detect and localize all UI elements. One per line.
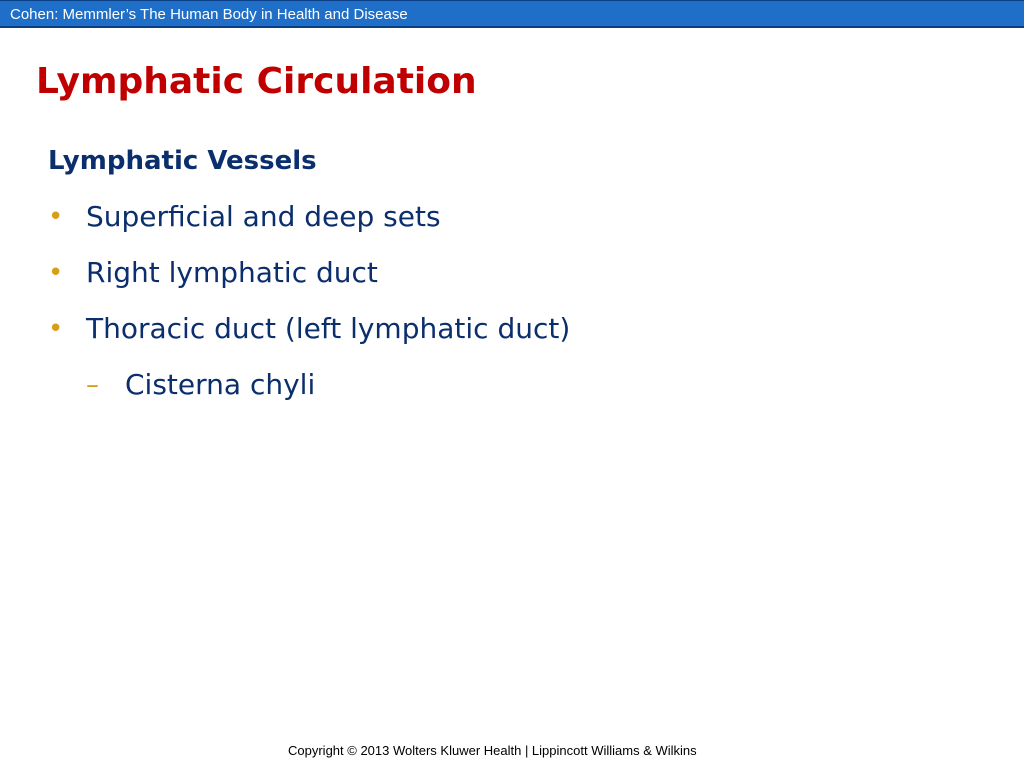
bullet-dot-icon: • (48, 258, 64, 288)
header-bar (0, 0, 1024, 28)
dash-icon: – (86, 370, 99, 400)
section-subheading: Lymphatic Vessels (48, 146, 317, 176)
slide-title: Lymphatic Circulation (36, 61, 477, 102)
copyright-text: Copyright © 2013 Wolters Kluwer Health | Lippincott Williams & Wilkins (288, 743, 697, 758)
bullet-dot-icon: • (48, 314, 64, 344)
bullet-text: Right lymphatic duct (86, 256, 378, 289)
sub-bullet-text: Cisterna chyli (125, 368, 316, 401)
bullet-text: Superficial and deep sets (86, 200, 441, 233)
bullet-dot-icon: • (48, 202, 64, 232)
bullet-text: Thoracic duct (left lymphatic duct) (86, 312, 571, 345)
header-book-title: Cohen: Memmler’s The Human Body in Health and Disease (10, 6, 408, 23)
